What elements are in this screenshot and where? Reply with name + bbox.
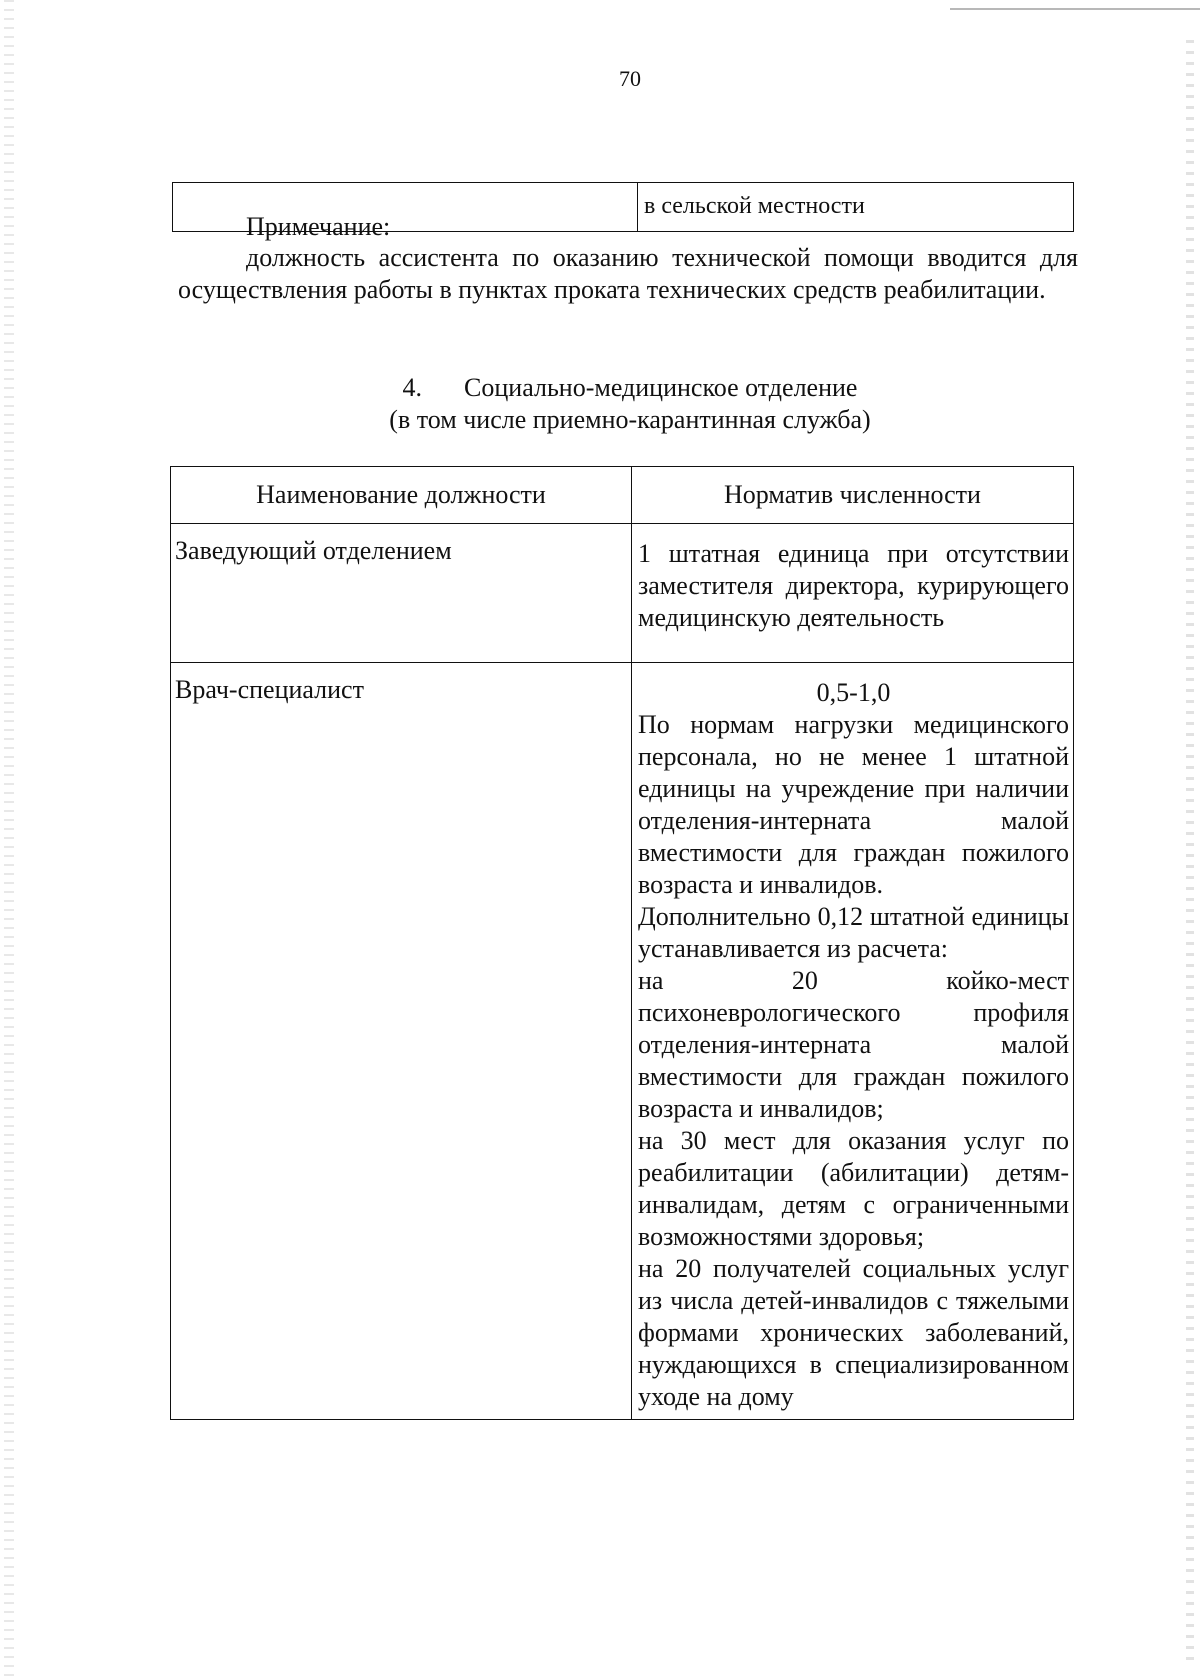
norm-paragraph: По нормам нагрузки медицинского персонала, но не менее 1 штатной единицы на учреждение при наличии отделения-интерната малой вместимости для граждан пожилого возраста и инвалидов.: [638, 710, 1069, 899]
norm-cell: [632, 524, 1074, 663]
norm-paragraph: на 30 мест для оказания услуг по реабилитации (абилитации) детям-инвалидам, детям с ограниченными возможностями здоровья;: [638, 1126, 1069, 1251]
section-title: [0, 372, 1200, 436]
scan-artifact-right: [1186, 40, 1194, 1660]
norm-paragraph: на 20 койко-мест психоневрологического профиля отделения-интерната малой вместимости для граждан пожилого возраста и инвалидов;: [638, 966, 1069, 1123]
staffing-table: [170, 466, 1074, 1420]
continuation-left-cell: [173, 183, 638, 231]
note-text-content: должность ассистента по оказанию технической помощи вводится для осуществления работы в пунктах проката технических средств реабилитации.: [178, 243, 1078, 304]
section-title-line1: Социально-медицинское отделение: [464, 373, 858, 402]
continuation-right-cell: в сельской местности: [644, 193, 865, 219]
table-row: [171, 524, 1074, 663]
scan-artifact-left: [4, 0, 14, 1680]
note-heading: Примечание:: [246, 212, 391, 241]
norm-paragraph: Дополнительно 0,12 штатной единицы устанавливается из расчета:: [638, 902, 1069, 963]
section-number: 4.: [402, 373, 423, 402]
position-cell: Заведующий отделением: [171, 524, 632, 663]
norm-paragraph: на 20 получателей социальных услуг из числа детей-инвалидов с тяжелыми формами хронических заболеваний, нуждающихся в специализированном уходе на дому: [638, 1254, 1069, 1411]
header-position: Наименование должности: [171, 467, 632, 524]
table-header-row: [171, 467, 1074, 524]
header-norm: Норматив численности: [632, 467, 1074, 524]
norm-cell: [632, 663, 1074, 1420]
norm-paragraph: 1 штатная единица при отсутствии заместителя директора, курирующего медицинскую деятельность: [638, 539, 1069, 632]
scan-artifact-top: [950, 8, 1200, 10]
note-text: [178, 242, 1078, 306]
table-row: [171, 663, 1074, 1420]
norm-value: 0,5-1,0: [816, 678, 891, 707]
section-title-line2: (в том числе приемно-карантинная служба): [389, 405, 871, 434]
page-number: 70: [619, 66, 641, 91]
position-cell: Врач-специалист: [171, 663, 632, 1420]
